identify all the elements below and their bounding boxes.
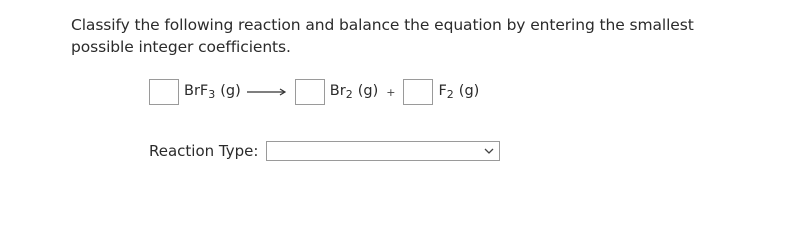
species-f2: $F_2$ (g) (438, 83, 480, 101)
species-br2: $Br_2$ (g) (329, 83, 379, 101)
reaction-type-dropdown[interactable] (266, 141, 500, 161)
chevron-down-icon (484, 147, 494, 155)
reaction-type-row (149, 140, 500, 162)
coefficient-input-brf3[interactable] (149, 79, 179, 105)
coefficient-input-br2[interactable] (295, 79, 325, 105)
coefficient-input-f2[interactable] (403, 79, 433, 105)
chemical-equation (149, 78, 479, 106)
species-brf3: BrF$_3$ (g) (184, 83, 241, 101)
reaction-arrow-icon (247, 87, 287, 97)
reaction-type-label: Reaction Type: (149, 142, 259, 160)
plus-sign: + (386, 85, 396, 99)
question-prompt: Classify the following reaction and balance the equation by entering the smallest possible integer coefficients. (71, 16, 694, 56)
